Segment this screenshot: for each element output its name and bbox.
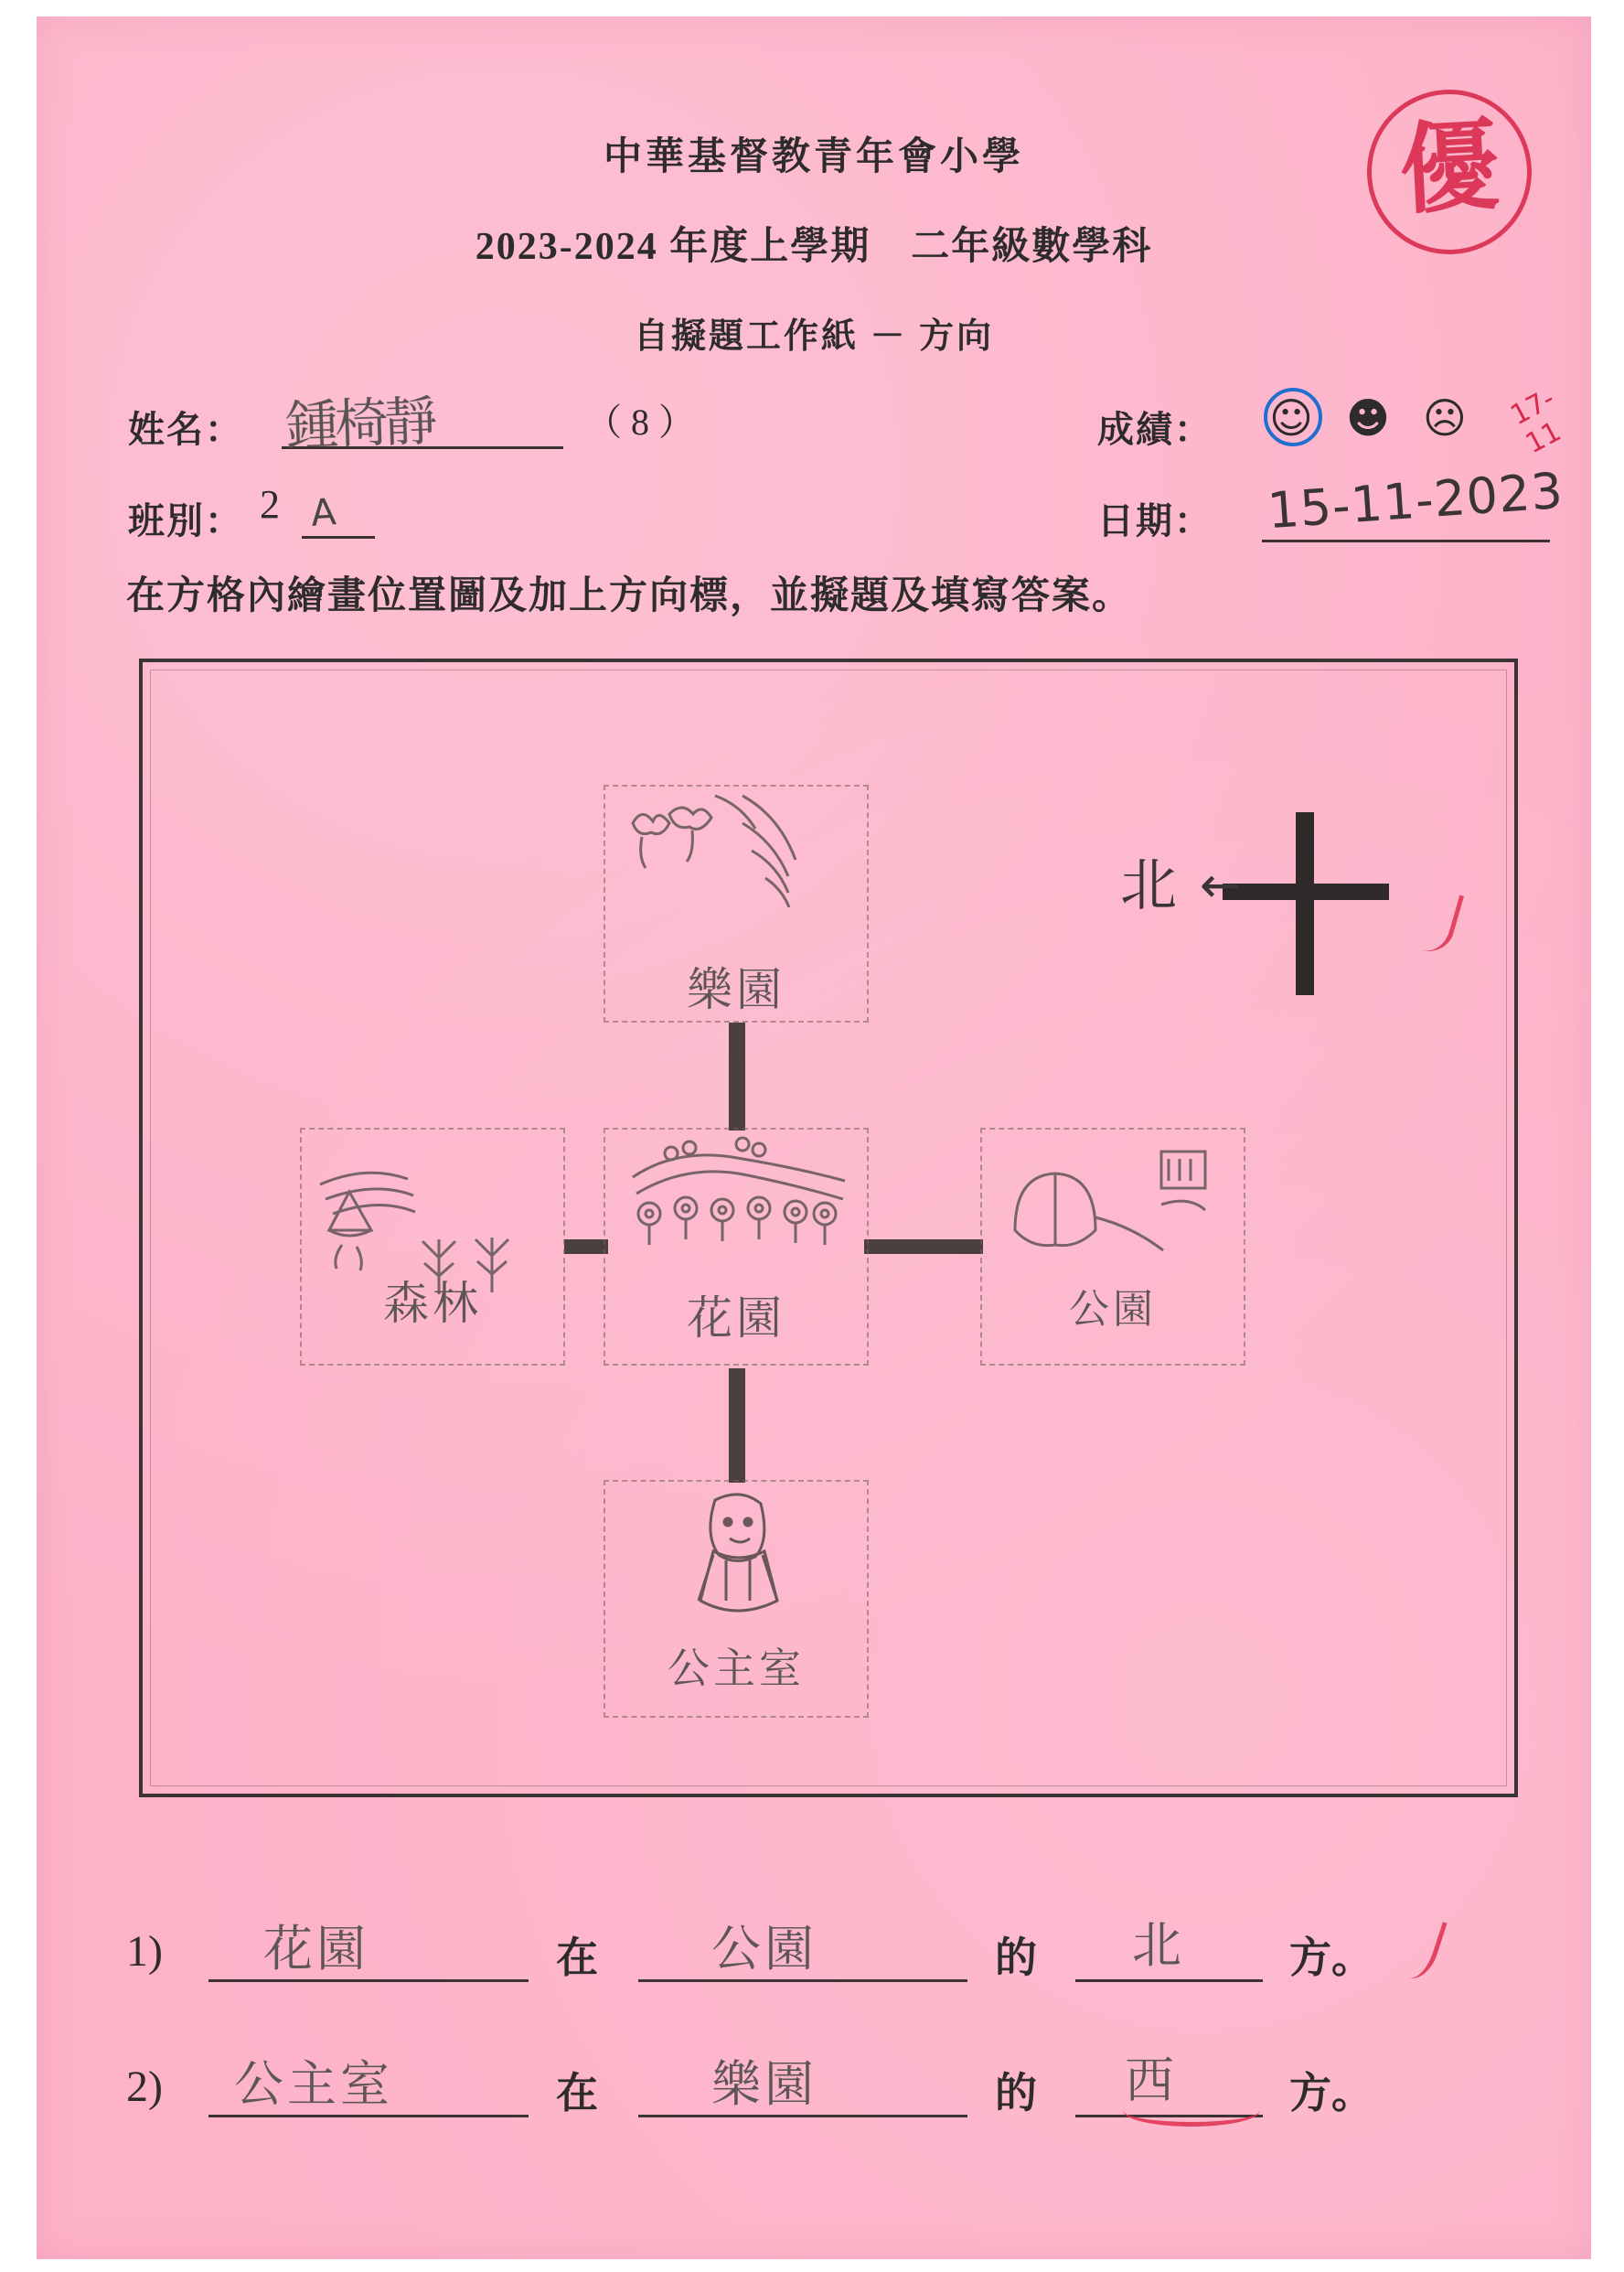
instruction-text xyxy=(126,565,1132,620)
score-faces: ☺☻☹ xyxy=(1269,393,1500,443)
name-label: 姓名： xyxy=(128,409,243,450)
term-title: 2023-2024 年度上學期 二年級數學科 xyxy=(475,226,1153,268)
question-row-2 xyxy=(126,2054,1589,2146)
instruction-prefix: 在方格內繪畫位置圖及加上 xyxy=(126,575,610,617)
selected-face-circle xyxy=(1264,388,1322,446)
grade-stamp: 優 xyxy=(1362,85,1535,258)
class-underline xyxy=(302,536,375,539)
compass-vertical-bar xyxy=(1296,812,1314,995)
map-cell-center-label: 花園 xyxy=(687,1291,785,1345)
question-1-reference-answer: 公園 xyxy=(711,1920,817,1977)
worksheet-title: 自擬題工作紙 － 方向 xyxy=(633,317,994,356)
question-2-zai: 在 xyxy=(556,2070,598,2117)
class-handwriting: A xyxy=(309,491,337,535)
question-1-fang: 方。 xyxy=(1289,1934,1373,1981)
map-cell-north-label: 樂園 xyxy=(687,963,785,1016)
question-2-de: 的 xyxy=(995,2070,1037,2117)
map-cell-center xyxy=(604,1128,869,1366)
class-label: 班別： xyxy=(128,500,243,541)
date-label: 日期： xyxy=(1097,500,1213,541)
compass-horizontal-bar xyxy=(1223,884,1389,900)
compass-arrow-icon: ← xyxy=(1200,856,1242,914)
question-2-direction-answer: 西 xyxy=(1125,2052,1178,2109)
name-handwriting: 鍾椅靜 xyxy=(284,390,435,457)
connector-north xyxy=(729,1023,745,1131)
question-1-subject-answer: 花園 xyxy=(263,1920,369,1977)
date-handwriting: 15-11-2023 xyxy=(1266,461,1565,541)
question-1-direction-answer: 北 xyxy=(1132,1916,1185,1974)
connector-west xyxy=(564,1239,608,1254)
question-1-zai: 在 xyxy=(556,1934,598,1981)
question-2-reference-answer: 樂園 xyxy=(711,2055,817,2113)
score-label: 成績： xyxy=(1097,409,1213,450)
student-number: （ 8 ） xyxy=(585,402,695,443)
teacher-mark-question-2 xyxy=(1123,2095,1260,2127)
map-cell-west xyxy=(300,1128,565,1366)
instruction-suffix: 標，並擬題及填寫答案。 xyxy=(689,575,1133,617)
question-row-1 xyxy=(126,1916,1589,2010)
question-1-number: 1) xyxy=(126,1927,163,1976)
map-cell-north xyxy=(604,785,869,1023)
map-cell-south-label: 公主室 xyxy=(668,1644,805,1693)
connector-south xyxy=(729,1368,745,1483)
question-2-fang: 方。 xyxy=(1289,2070,1373,2117)
class-printed-value: 2 xyxy=(260,482,280,527)
school-title: 中華基督教青年會小學 xyxy=(603,136,1024,178)
question-2-subject-answer: 公主室 xyxy=(234,2055,393,2113)
map-cell-south xyxy=(604,1480,869,1718)
question-1-de: 的 xyxy=(995,1934,1037,1981)
map-cell-east xyxy=(980,1128,1245,1366)
compass-north-label: 北 xyxy=(1120,852,1178,918)
question-2-number: 2) xyxy=(126,2063,163,2111)
worksheet-page xyxy=(37,16,1591,2259)
date-teacher-mark: 17-11 xyxy=(1505,382,1566,461)
date-underline xyxy=(1262,540,1550,542)
map-cell-east-label: 公園 xyxy=(1069,1286,1157,1333)
connector-east xyxy=(864,1239,983,1254)
map-cell-west-label: 森林 xyxy=(383,1277,482,1330)
teacher-tick-question-1 xyxy=(1388,1911,1447,1984)
instruction-bold: 方向 xyxy=(609,575,690,617)
